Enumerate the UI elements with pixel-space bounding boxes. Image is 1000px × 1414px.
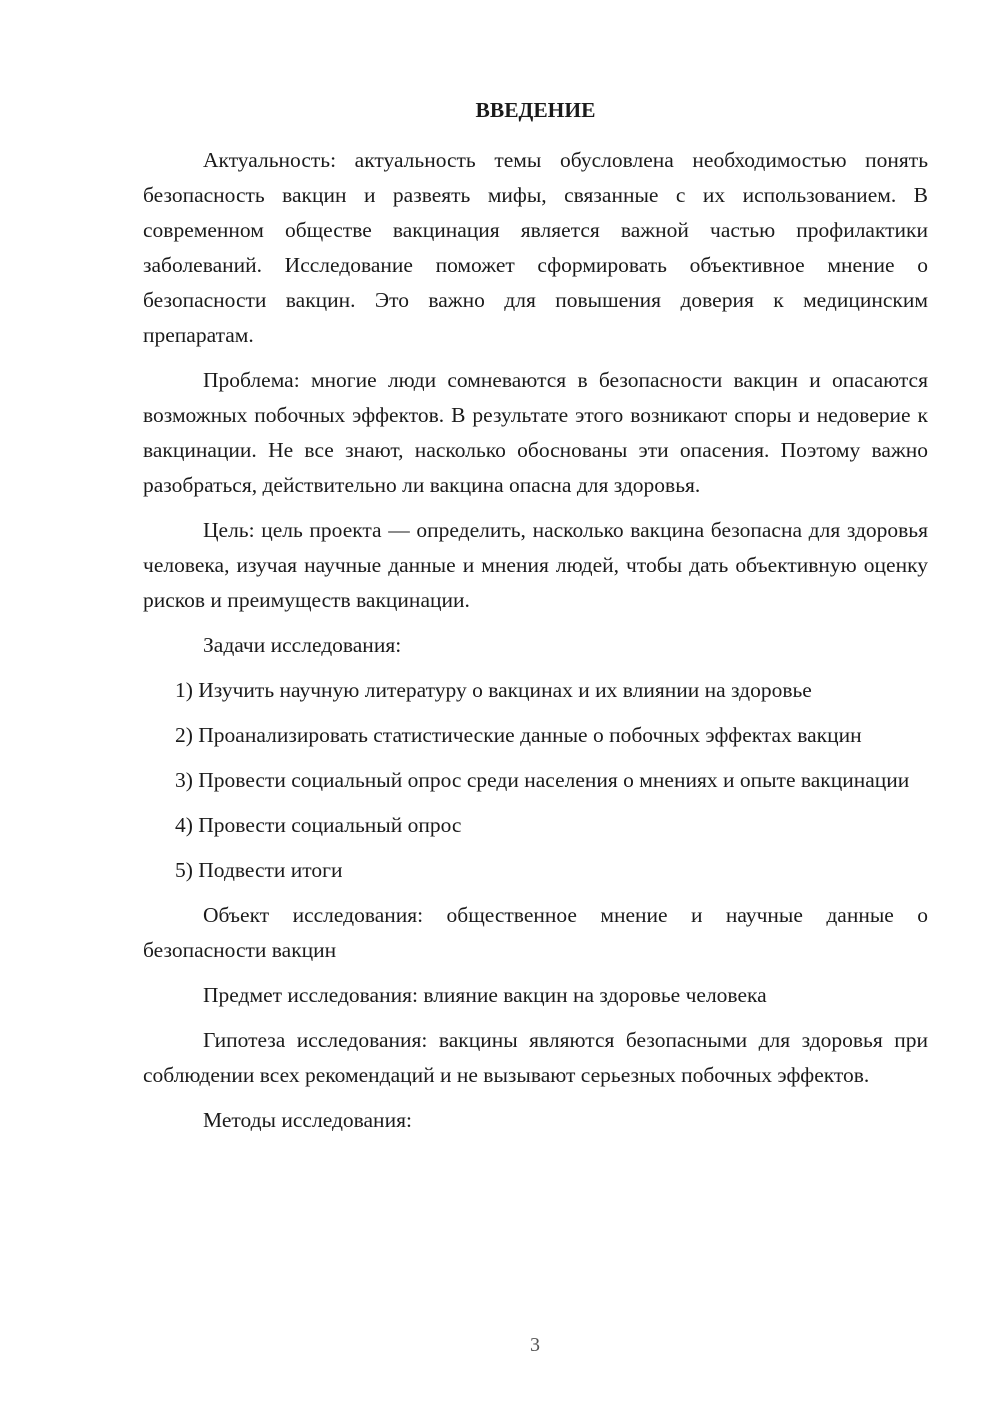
section-title: ВВЕДЕНИЕ bbox=[475, 98, 596, 122]
task-item-5: 5) Подвести итоги bbox=[175, 858, 343, 882]
task-item-2: 2) Проанализировать статистические данные о побочных эффектах вакцин bbox=[175, 723, 862, 747]
relevance-paragraph: Актуальность: актуальность темы обусловлена необходимостью понять безопасность вакцин и развеять мифы, связанные с их использованием. В современном обществе вакцинация является важной частью профилактики заболеваний. Исследование поможет сформировать объективное мнение о безопасности вакцин. Это важно для повышения доверия к медицинским препаратам. bbox=[143, 148, 928, 347]
task-item-3: 3) Провести социальный опрос среди населения о мнениях и опыте вакцинации bbox=[175, 768, 910, 792]
tasks-heading: Задачи исследования: bbox=[203, 633, 402, 657]
object-paragraph: Объект исследования: общественное мнение и научные данные о безопасности вакцин bbox=[143, 903, 928, 962]
task-item-4: 4) Провести социальный опрос bbox=[175, 813, 462, 837]
goal-paragraph: Цель: цель проекта — определить, насколько вакцина безопасна для здоровья человека, изучая научные данные и мнения людей, чтобы дать объективную оценку рисков и преимуществ вакцинации. bbox=[143, 518, 928, 612]
hypothesis-paragraph: Гипотеза исследования: вакцины являются безопасными для здоровья при соблюдении всех рекомендаций и не вызывают серьезных побочных эффектов. bbox=[143, 1028, 928, 1087]
page-number: 3 bbox=[530, 1334, 540, 1356]
subject-paragraph: Предмет исследования: влияние вакцин на здоровье человека bbox=[203, 983, 767, 1007]
task-item-1: 1) Изучить научную литературу о вакцинах и их влиянии на здоровье bbox=[175, 678, 812, 702]
problem-paragraph: Проблема: многие люди сомневаются в безопасности вакцин и опасаются возможных побочных эффектов. В результате этого возникают споры и недоверие к вакцинации. Не все знают, насколько обоснованы эти опасения. Поэтому важно разобраться, действительно ли вакцина опасна для здоровья. bbox=[143, 368, 928, 497]
document-page bbox=[143, 95, 928, 1148]
methods-heading: Методы исследования: bbox=[203, 1108, 412, 1132]
